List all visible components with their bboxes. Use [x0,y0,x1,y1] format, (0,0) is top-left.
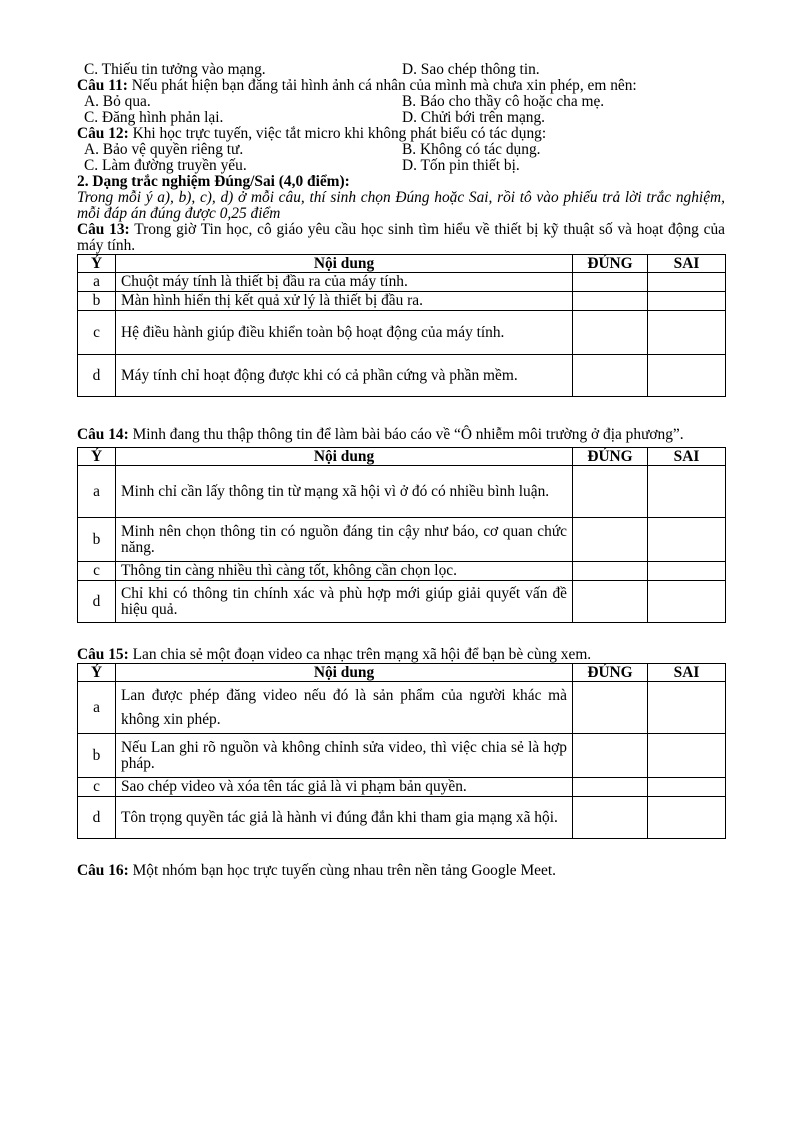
row-key: a [78,466,116,518]
q12-stem [77,126,725,142]
dung-cell[interactable] [573,562,648,581]
q12-option-c: C. Làm đường truyền yếu. [84,157,247,174]
row-content: Minh nên chọn thông tin có nguồn đáng tin cậy như báo, cơ quan chức năng. [116,518,573,562]
dung-cell[interactable] [573,581,648,623]
row-content: Lan được phép đăng video nếu đó là sản phẩm của người khác mà không xin phép. [116,682,573,734]
col-header-noidung: Nội dung [116,255,573,273]
row-content: Chỉ khi có thông tin chính xác và phù hợp mới giúp giải quyết vấn đề hiệu quả. [116,581,573,623]
sai-cell[interactable] [648,797,726,839]
table-row [78,311,726,355]
row-key: d [78,355,116,397]
table-row [78,797,726,839]
sai-cell[interactable] [648,355,726,397]
table-row [78,581,726,623]
row-key: a [78,273,116,292]
q16-label: Câu 16: [77,862,129,879]
col-header-noidung: Nội dung [116,448,573,466]
q12-options [77,142,725,174]
q10-option-c: C. Thiếu tin tưởng vào mạng. [84,61,266,78]
col-header-dung: ĐÚNG [573,255,648,273]
q11-option-a: A. Bỏ qua. [84,93,151,110]
q12-option-a: A. Bảo vệ quyền riêng tư. [84,141,244,158]
col-header-noidung: Nội dung [116,664,573,682]
row-key: c [78,562,116,581]
table-row [78,778,726,797]
q12-option-d: D. Tốn pin thiết bị. [402,157,520,174]
row-content: Sao chép video và xóa tên tác giả là vi phạm bản quyền. [116,778,573,797]
q14-stem [77,423,725,447]
table-row [78,518,726,562]
dung-cell[interactable] [573,778,648,797]
col-header-sai: SAI [648,255,726,273]
row-content: Màn hình hiển thị kết quả xử lý là thiết bị đầu ra. [116,292,573,311]
table-row [78,355,726,397]
dung-cell[interactable] [573,518,648,562]
table-header-row [78,255,726,273]
col-header-y: Ý [78,255,116,273]
q15-stem [77,647,725,663]
q11-option-c: C. Đăng hình phản lại. [84,109,224,126]
row-key: d [78,797,116,839]
row-content: Minh chỉ cần lấy thông tin từ mạng xã hội vì ở đó có nhiều bình luận. [116,466,573,518]
q11-option-d: D. Chửi bới trên mạng. [402,109,546,126]
row-content: Hệ điều hành giúp điều khiển toàn bộ hoạt động của máy tính. [116,311,573,355]
table-header-row [78,448,726,466]
col-header-dung: ĐÚNG [573,448,648,466]
q13-text: Trong giờ Tin học, cô giáo yêu cầu học sinh tìm hiểu về thiết bị kỹ thuật số và hoạt động của máy tính. [77,221,725,254]
q11-text: Nếu phát hiện bạn đăng tải hình ảnh cá nhân của mình mà chưa xin phép, em nên: [131,77,637,94]
q10-option-d: D. Sao chép thông tin. [402,61,540,78]
dung-cell[interactable] [573,734,648,778]
sai-cell[interactable] [648,518,726,562]
q11-label: Câu 11: [77,77,128,94]
q16-text: Một nhóm bạn học trực tuyến cùng nhau trên nền tảng Google Meet. [132,862,556,879]
q13-table [77,254,726,397]
q16-stem [77,863,725,879]
table-row [78,562,726,581]
section-2-instruction: Trong mỗi ý a), b), c), d) ở mỗi câu, thí sinh chọn Đúng hoặc Sai, rồi tô vào phiếu trả lời trắc nghiệm, mỗi đáp án đúng được 0,25 điểm [77,189,725,222]
q12-label: Câu 12: [77,125,129,142]
q12-option-b: B. Không có tác dụng. [402,141,541,158]
row-content: Nếu Lan ghi rõ nguồn và không chỉnh sửa video, thì việc chia sẻ là hợp pháp. [116,734,573,778]
q15-text: Lan chia sẻ một đoạn video ca nhạc trên mạng xã hội để bạn bè cùng xem. [132,646,592,663]
dung-cell[interactable] [573,292,648,311]
dung-cell[interactable] [573,682,648,734]
q11-option-b: B. Báo cho thầy cô hoặc cha mẹ. [402,93,605,110]
table-row [78,682,726,734]
table-row [78,273,726,292]
dung-cell[interactable] [573,797,648,839]
row-key: b [78,292,116,311]
row-content: Tôn trọng quyền tác giả là hành vi đúng đắn khi tham gia mạng xã hội. [116,797,573,839]
row-content: Chuột máy tính là thiết bị đầu ra của máy tính. [116,273,573,292]
dung-cell[interactable] [573,273,648,292]
q14-label: Câu 14: [77,426,129,443]
q11-stem [77,78,725,94]
table-header-row [78,664,726,682]
sai-cell[interactable] [648,581,726,623]
q12-text: Khi học trực tuyến, việc tắt micro khi không phát biểu có tác dụng: [132,125,547,142]
row-key: c [78,778,116,797]
table-row [78,292,726,311]
sai-cell[interactable] [648,562,726,581]
sai-cell[interactable] [648,778,726,797]
row-content: Máy tính chỉ hoạt động được khi có cả phần cứng và phần mềm. [116,355,573,397]
col-header-sai: SAI [648,448,726,466]
q13-label: Câu 13: [77,221,130,238]
col-header-y: Ý [78,664,116,682]
col-header-sai: SAI [648,664,726,682]
q10-options [77,62,725,78]
sai-cell[interactable] [648,292,726,311]
col-header-dung: ĐÚNG [573,664,648,682]
dung-cell[interactable] [573,466,648,518]
exam-page [77,62,725,879]
q13-stem [77,222,725,254]
sai-cell[interactable] [648,682,726,734]
sai-cell[interactable] [648,311,726,355]
col-header-y: Ý [78,448,116,466]
row-key: b [78,518,116,562]
row-key: a [78,682,116,734]
section-2-title: 2. Dạng trắc nghiệm Đúng/Sai (4,0 điểm): [77,173,350,190]
q15-label: Câu 15: [77,646,129,663]
table-row [78,734,726,778]
sai-cell[interactable] [648,734,726,778]
q11-options [77,94,725,126]
dung-cell[interactable] [573,311,648,355]
dung-cell[interactable] [573,355,648,397]
row-key: d [78,581,116,623]
row-content: Thông tin càng nhiều thì càng tốt, không cần chọn lọc. [116,562,573,581]
q15-table [77,663,726,839]
row-key: b [78,734,116,778]
table-row [78,466,726,518]
q14-table [77,447,726,623]
q14-text: Minh đang thu thập thông tin để làm bài báo cáo về “Ô nhiễm môi trường ở địa phương”. [132,426,684,443]
sai-cell[interactable] [648,466,726,518]
row-key: c [78,311,116,355]
sai-cell[interactable] [648,273,726,292]
